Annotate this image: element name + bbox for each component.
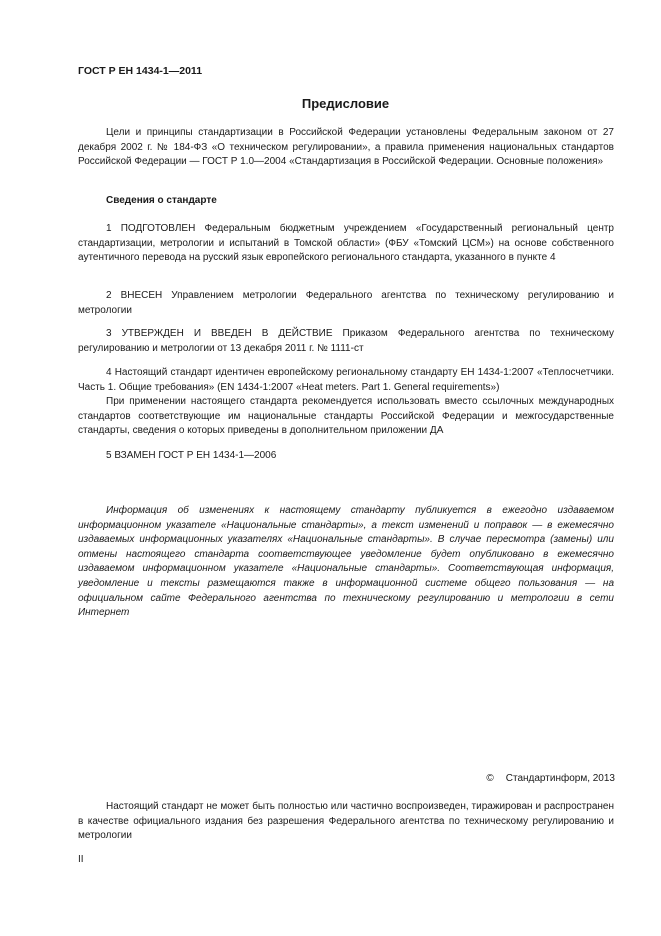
item-2: 2 ВНЕСЕН Управлением метрологии Федерального агентства по техническому регулированию и метрологии xyxy=(78,290,614,316)
section-heading: Сведения о стандарте xyxy=(106,195,217,206)
page-number: II xyxy=(78,854,84,865)
page-title: Предисловие xyxy=(301,96,390,111)
intro-paragraph: Цели и принципы стандартизации в Российской Федерации установлены Федеральным законом от 27 декабря 2002 г. № 184-ФЗ «О техническом регулировании», а правила применения национальных стандартов Российской Федерации — ГОСТ Р 1.0—2004 «Стандартизация в Российской Федерации. Основные положения» xyxy=(78,127,614,168)
copyright-line xyxy=(486,773,615,784)
item-5: 5 ВЗАМЕН ГОСТ Р ЕН 1434-1—2006 xyxy=(106,450,277,461)
copyright-text: Стандартинформ, 2013 xyxy=(505,773,615,784)
item-4-note: При применении настоящего стандарта рекомендуется использовать вместо ссылочных международных стандартов соответствующие им национальные стандарты Российской Федерации и межгосударственные стандарты, сведения о которых приведены в дополнительном приложении ДА xyxy=(78,396,614,437)
footer-paragraph: Настоящий стандарт не может быть полностью или частично воспроизведен, тиражирован и распространен в качестве официального издания без разрешения Федерального агентства по техническому регулированию и метрологии xyxy=(78,801,614,842)
item-3: 3 УТВЕРЖДЕН И ВВЕДЕН В ДЕЙСТВИЕ Приказом Федерального агентства по техническому регулированию и метрологии от 13 декабря 2011 г. № 1111-ст xyxy=(78,328,614,354)
item-1: 1 ПОДГОТОВЛЕН Федеральным бюджетным учреждением «Государственный региональный центр стандартизации, метрологии и испытаний в Томской области» (ФБУ «Томский ЦСМ») на основе собственного аутентичного перевода на русский язык европейского регионального стандарта, указанного в пункте 4 xyxy=(78,223,614,264)
document-code: ГОСТ Р ЕН 1434-1—2011 xyxy=(78,65,203,77)
item-4: 4 Настоящий стандарт идентичен европейскому региональному стандарту ЕН 1434-1:2007 «Теплосчетчики. Часть 1. Общие требования» (EN 1434-1:2007 «Heat meters. Part 1. General requirements») xyxy=(78,367,614,393)
notice-paragraph: Информация об изменениях к настоящему стандарту публикуется в ежегодно издаваемом информационном указателе «Национальные стандарты», а текст изменений и поправок — в ежемесячно издаваемых информационных указателях «Национальные стандарты». В случае пересмотра (замены) или отмены настоящего стандарта соответствующее уведомление будет опубликовано в ежемесячно издаваемом информационном указателе «Национальные стандарты». Соответствующая информация, уведомление и тексты размещаются также в информационной системе общего пользования — на официальном сайте Федерального агентства по техническому регулированию и метрологии в сети Интернет xyxy=(78,505,614,619)
copyright-symbol: © xyxy=(486,773,494,784)
